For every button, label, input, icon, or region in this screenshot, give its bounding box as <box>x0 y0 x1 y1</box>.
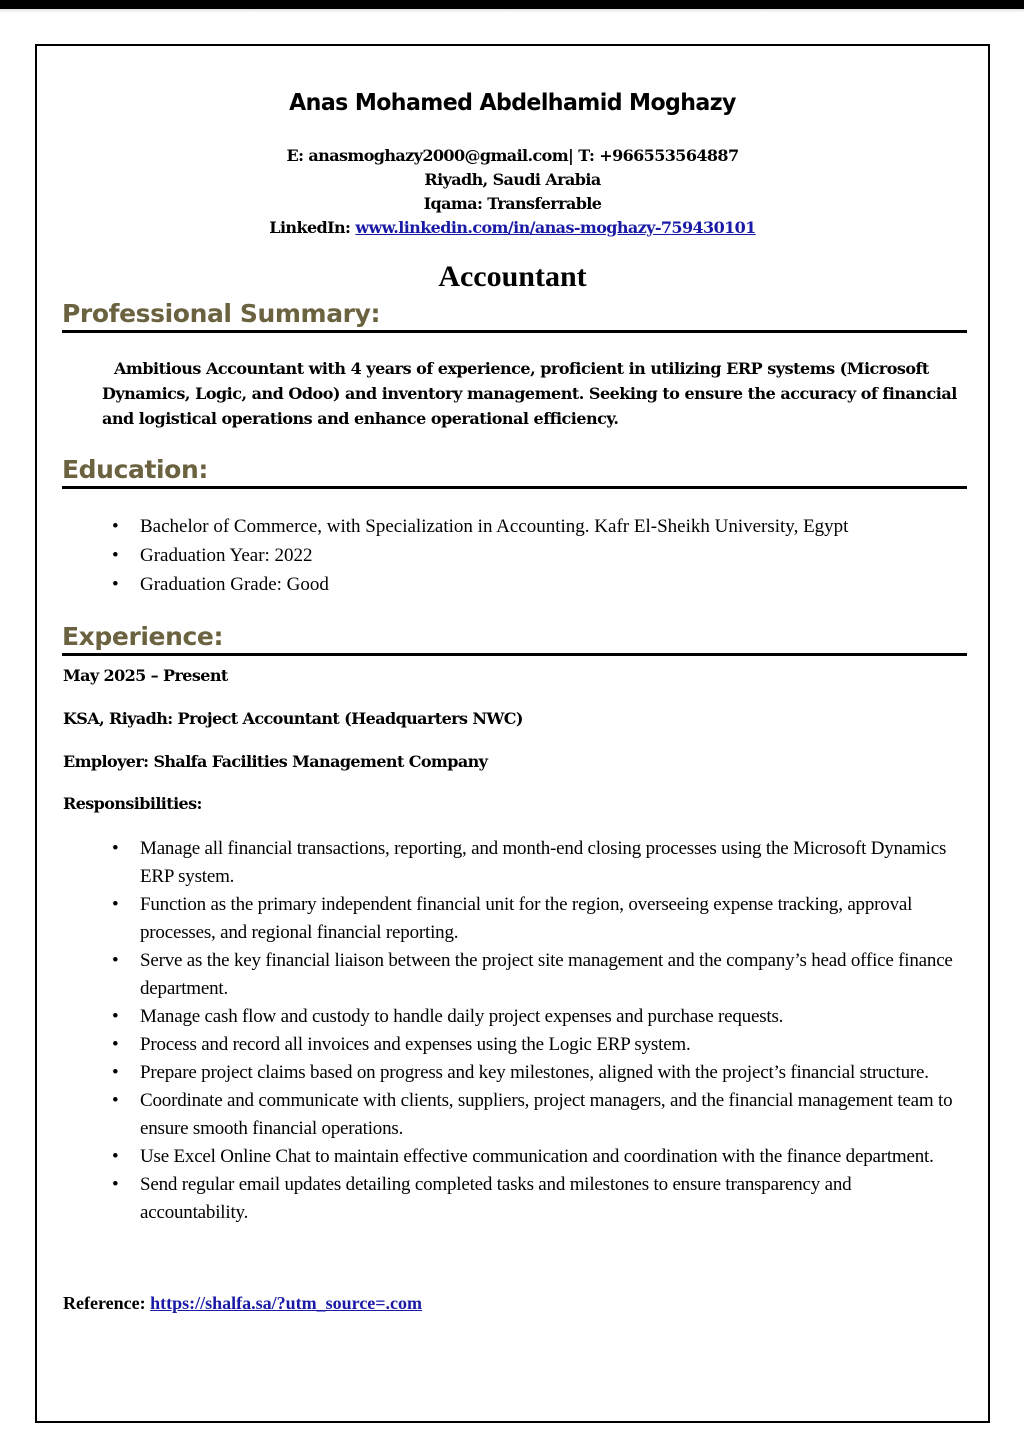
bullet-icon: • <box>112 516 119 537</box>
bullet-icon: • <box>112 545 119 566</box>
responsibility-item <box>101 835 961 891</box>
contact-line-email-phone <box>37 144 988 168</box>
summary-text <box>102 356 962 431</box>
education-item-text: Bachelor of Commerce, with Specialization in Accounting. Kafr El-Sheikh University, Egypt <box>140 516 849 537</box>
iqama-status: Iqama: Transferrable <box>423 194 602 213</box>
experience-position: KSA, Riyadh: Project Accountant (Headquarters NWC) <box>63 709 523 728</box>
responsibilities-list <box>101 835 961 1227</box>
responsibility-item <box>101 1087 961 1143</box>
reference-line <box>63 1293 422 1314</box>
candidate-name: Anas Mohamed Abdelhamid Moghazy <box>289 90 736 116</box>
reference-label: Reference: <box>63 1293 146 1313</box>
responsibility-text: Coordinate and communicate with clients, suppliers, project managers, and the financial management team to ensure smooth financial operations. <box>140 1090 953 1139</box>
bullet-icon: • <box>112 1062 119 1083</box>
summary-heading: Professional Summary: <box>62 298 967 333</box>
responsibility-item <box>101 891 961 947</box>
bullet-icon: • <box>112 1146 119 1167</box>
location: Riyadh, Saudi Arabia <box>424 170 601 189</box>
bullet-icon: • <box>112 1174 119 1195</box>
responsibility-text: Send regular email updates detailing completed tasks and milestones to ensure transparency and accountability. <box>140 1174 852 1223</box>
education-item-text: Graduation Year: 2022 <box>140 545 313 566</box>
bullet-icon: • <box>112 1006 119 1027</box>
responsibility-item <box>101 1059 961 1087</box>
education-list <box>101 512 961 599</box>
responsibility-text: Manage cash flow and custody to handle daily project expenses and purchase requests. <box>140 1006 784 1027</box>
responsibility-item <box>101 1171 961 1227</box>
bullet-icon: • <box>112 574 119 595</box>
responsibility-text: Manage all financial transactions, reporting, and month-end closing processes using the Microsoft Dynamics ERP system. <box>140 838 947 887</box>
responsibility-item <box>101 1143 961 1171</box>
responsibility-item <box>101 1003 961 1031</box>
responsibility-text: Process and record all invoices and expenses using the Logic ERP system. <box>140 1034 691 1055</box>
viewer-top-shadow <box>0 9 1024 13</box>
responsibility-item <box>101 947 961 1003</box>
bullet-icon: • <box>112 1090 119 1111</box>
viewer-top-bar <box>0 0 1024 9</box>
linkedin-label: LinkedIn: <box>269 218 351 237</box>
responsibility-text: Prepare project claims based on progress and key milestones, aligned with the project’s financial structure. <box>140 1062 929 1083</box>
email-value: anasmoghazy2000@gmail.com| <box>308 146 574 165</box>
responsibility-text: Function as the primary independent financial unit for the region, overseeing expense tracking, approval processes, and regional financial reporting. <box>140 894 913 943</box>
linkedin-link[interactable]: www.linkedin.com/in/anas-moghazy-759430101 <box>355 218 756 237</box>
bullet-icon: • <box>112 838 119 859</box>
education-item-text: Graduation Grade: Good <box>140 574 329 595</box>
summary-paragraph: Ambitious Accountant with 4 years of experience, proficient in utilizing ERP systems (Microsoft Dynamics, Logic, and Odoo) and inventory management. Seeking to ensure the accuracy of financial and logistical operations and enhance operational efficiency. <box>102 359 957 428</box>
job-title: Accountant <box>438 260 587 293</box>
reference-link[interactable]: https://shalfa.sa/?utm_source=.com <box>150 1293 423 1313</box>
experience-employer: Employer: Shalfa Facilities Management Company <box>63 752 488 771</box>
bullet-icon: • <box>112 950 119 971</box>
bullet-icon: • <box>112 894 119 915</box>
bullet-icon: • <box>112 1034 119 1055</box>
responsibilities-label: Responsibilities: <box>63 794 202 813</box>
phone-value: +966553564887 <box>599 146 739 165</box>
responsibility-item <box>101 1031 961 1059</box>
experience-period: May 2025 – Present <box>63 666 228 685</box>
responsibility-text: Serve as the key financial liaison between the project site management and the company’s head office finance department. <box>140 950 953 999</box>
linkedin-line <box>37 216 988 240</box>
education-item <box>101 541 961 570</box>
resume-page <box>35 44 990 1423</box>
phone-label: T: <box>578 146 595 165</box>
experience-heading: Experience: <box>62 621 967 656</box>
email-label: E: <box>286 146 304 165</box>
education-heading: Education: <box>62 454 967 489</box>
education-item <box>101 570 961 599</box>
responsibility-text: Use Excel Online Chat to maintain effective communication and coordination with the finance department. <box>140 1146 934 1167</box>
contact-block <box>37 144 988 240</box>
education-item <box>101 512 961 541</box>
